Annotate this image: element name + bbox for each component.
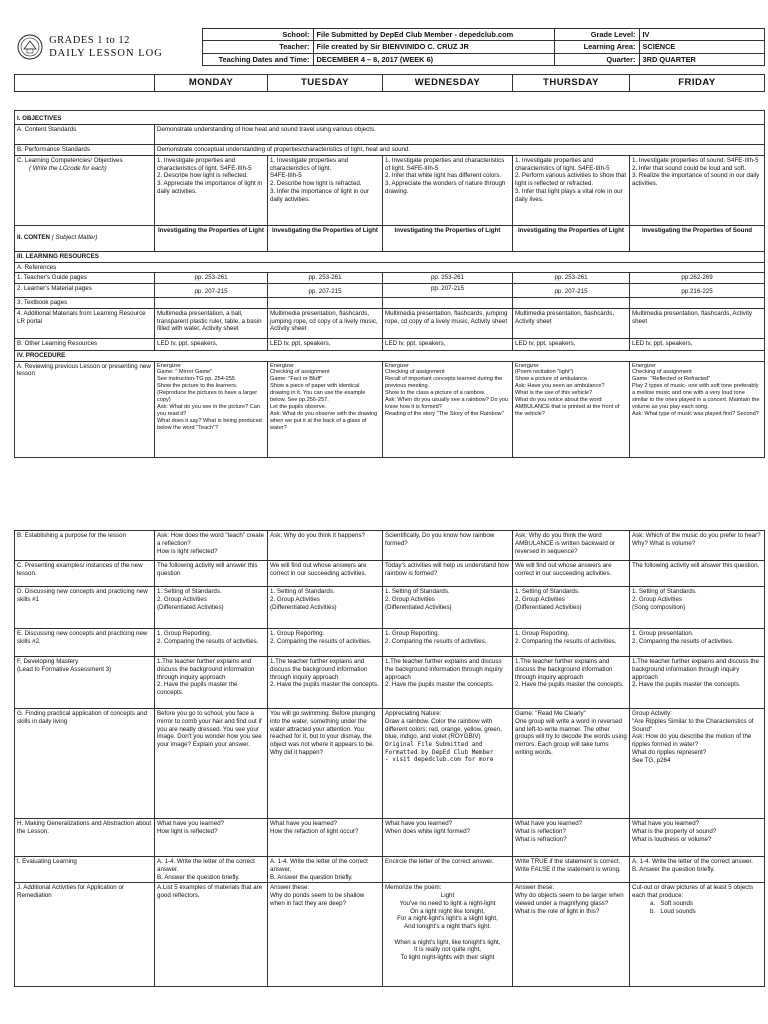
proc-j-thursday: Answer these: Why do objects seem to be larger when viewed under a magnifying glass? What is the role of light in this? [513,883,630,987]
additional-friday: Multimedia presentation, flashcards, Activity sheet [630,308,765,338]
proc-a-wednesday: Energizer Checking of assignment Recall of important concepts learned during the previous meeting. Show to the class a picture of a rainbow. Ask: When do you usually see a rainbow? Do you know how it is formed? Reading of the story "The Story of the Rainbow" [383,361,513,457]
proc-f-wednesday: 1.The teacher further explains and discuss the background information through inquiry approach 2. Have the pupils master the concepts. [383,657,513,709]
proc-h-friday: What have you learned? What is the property of sound? What is loudness or volume? [630,819,765,857]
performance-standards-label: B. Performance Standards [15,145,155,156]
tg-label: 1. Teacher's Guide pages [15,273,155,284]
additional-wednesday: Multimedia presentation, flashcards, jumping rope, cd copy of a lively music, Activity sheet [383,308,513,338]
references-label: A. References [15,262,765,273]
area-value: SCIENCE [639,41,764,53]
competencies-note: ( Write the LCcode for each) [29,164,107,172]
proc-d-wednesday: 1. Setting of Standards. 2. Group Activities (Differentiated Activities) [383,587,513,629]
school-value: File Submitted by DepEd Club Member - depedclub.com [313,29,554,41]
proc-c-friday: The following activity will answer this question. [630,561,765,587]
lesson-log-header [14,28,764,92]
proc-g-wednesday-cell [383,709,513,819]
proc-j-friday-cell [630,883,765,987]
other-tuesday: LED tv, ppt, speakers, [268,338,383,350]
competencies-label-cell [15,155,155,225]
content-tuesday: Investigating the Properties of Light [268,225,383,251]
list-item: a. Soft sounds [650,899,694,907]
proc-f-label: F. Developing Mastery (Lead to Formative Assessment 3) [15,657,155,709]
proc-a-monday: Energizer Game: " Mirror Game" See instruction-TG pp. 254-255 Show the picture to the learners. (Reproduce the pictures to have a larger copy) Ask: What do you see in the picture? Can you read it? What does it say? What is being produced below the word "Teach"? [155,361,268,457]
objectives-title: I. OBJECTIVES [15,111,765,125]
proc-j-label: J. Additional Activities for Application or Remediation [15,883,155,987]
proc-h-wednesday: What have you learned? When does white light formed? [383,819,513,857]
proc-i-label: I. Evaluating Learning [15,857,155,883]
lm-thursday: pp. 207-215 [513,284,630,298]
tg-thursday: pp. 253-261 [513,273,630,284]
content-standards-label: A. Content Standards [15,125,155,145]
other-thursday: LED tv, ppt, speakers, [513,338,630,350]
competency-thursday: 1. Investigate properties and characteristics of light. S4FE-IIIh-5 2. Perform various activities to show that light is reflected or refracted. 3. Infer that light plays a vital role in our daily lives. [513,155,630,225]
resources-title: III. LEARNING RESOURCES [15,251,765,262]
grade-label: Grade Level: [554,29,639,41]
light-poem: Light You've no need to light a night-light On a light night like tonight, For a night-light's light's a slight light, And tonight's a night that's light. When a night's light, like tonight's light, It is really not quite right, To light night-lights with their slight [394,892,501,961]
day-monday: MONDAY [155,74,268,91]
proc-b-thursday: Ask: Why do you think the word AMBULANCE is written backward or reversed in sequence? [513,531,630,561]
quarter-value: 3RD QUARTER [639,53,764,65]
lm-monday: pp. 207-215 [155,284,268,298]
school-label: School: [202,29,313,41]
proc-h-tuesday: What have you learned? How the refaction of light occur? [268,819,383,857]
proc-j-tuesday: Answer these: Why do ponds seem to be shallow when in fact they are deep? [268,883,383,987]
lm-friday: pp.216-225 [630,284,765,298]
grade-value: IV [639,29,764,41]
lm-wednesday: pp. 207-215 [383,284,513,298]
title-line1: GRADES 1 to 12 [49,34,130,46]
friday-sound-list [632,900,762,916]
textbook-tuesday [268,298,383,309]
textbook-friday [630,298,765,309]
day-wednesday: WEDNESDAY [383,74,513,91]
proc-d-label: D. Discussing new concepts and practicing new skills #1 [15,587,155,629]
performance-standards-text: Demonstrate conceptual understanding of properties/characteristics of light, heat and sound. [155,145,765,156]
teacher-value: File created by Sir BIENVINIDO C. CRUZ JR [313,41,554,53]
lesson-table-page2 [14,530,765,987]
handwritten-submission-note: Original File Submitted and Formatted by DepEd Club Member - visit depedclub.com for more [385,741,494,763]
proc-c-tuesday: We will find out whose answers are correct in our succeeding activities. [268,561,383,587]
proc-h-thursday: What have you learned? What is reflection? What is refraction? [513,819,630,857]
proc-b-monday: Ask: How does the word "teach" create a reflection? How is light reflected? [155,531,268,561]
proc-b-friday: Ask: Which of the music do you prefer to hear? Why? What is volume? [630,531,765,561]
proc-i-friday: A. 1-4. Write the letter of the correct answer. B. Answer the question briefly. [630,857,765,883]
competency-tuesday: 1. Investigate properties and characteristics of light. S4FE-IIIh-5 2. Describe how light is refracted. 3. Infer the importance of light in our daily activities. [268,155,383,225]
proc-e-tuesday: 1. Group Reporting. 2. Comparing the results of activities. [268,629,383,657]
content-label-note: ( Subject Matter) [51,234,98,242]
proc-f-monday: 1.The teacher further explains and discuss the background information through inquiry approach 2. Have the pupils master the concepts. [155,657,268,709]
content-label-cell [15,225,155,251]
proc-a-thursday: Energizer (Poem recitation "light") Show a picture of ambulance. Ask: Have you seen an ambulance? What is the use of this vehicle? What do you notice about the word AMBULANCE that is printed at the front of the vehicle? [513,361,630,457]
textbook-monday [155,298,268,309]
content-label: II. CONTEN [17,234,51,242]
proc-j-monday: A.List 5 examples of materials that are good reflectors. [155,883,268,987]
tg-monday: pp. 253-261 [155,273,268,284]
day-friday: FRIDAY [630,74,765,91]
textbook-label: 3. Textbook pages [15,298,155,309]
other-resources-label: B. Other Learning Resources [15,338,155,350]
content-friday: Investigating the Properties of Sound [630,225,765,251]
dates-value: DECEMBER 4 – 8, 2017 (WEEK 6) [313,53,554,65]
proc-g-label: G. Finding practical application of concepts and skills in daily living [15,709,155,819]
additional-tuesday: Multimedia presentation, flashcards, jumping rope, cd copy of a lively music, Activity sheet [268,308,383,338]
day-thursday: THURSDAY [513,74,630,91]
teacher-label: Teacher: [202,41,313,53]
header-logo-cell [14,29,202,66]
additional-materials-label: 4. Additional Materials from Learning Resource LR portal [15,308,155,338]
proc-c-monday: The following activity will answer this question [155,561,268,587]
proc-b-tuesday: Ask: Why do you think it happens? [268,531,383,561]
quarter-label: Quarter: [554,53,639,65]
proc-g-thursday: Game: "Read Me Clearly" One group will write a word in reversed and left-to-write manner. The other groups will try to decode the words using mirrors. Each group will take turns writing words. [513,709,630,819]
content-monday: Investigating the Properties of Light [155,225,268,251]
proc-b-label: B. Establishing a purpose for the lesson [15,531,155,561]
competencies-label: C. Learning Competencies/ Objectives [17,156,123,164]
proc-d-monday: 1. Setting of Standards. 2. Group Activities (Differentiated Activities) [155,587,268,629]
proc-h-monday: What have you learned? How light is reflected? [155,819,268,857]
competency-monday: 1. Investigate properties and characteristics of light. S4FE-IIIh-5 2. Describe how light is reflected. 3. Appreciate the importance of light in daily activities. [155,155,268,225]
proc-e-thursday: 1. Group Reporting. 2. Comparing the results of activities. [513,629,630,657]
lesson-log-page1 [14,110,764,458]
textbook-thursday [513,298,630,309]
proc-i-tuesday: A. 1-4. Write the letter of the correct answer. B. Answer the question briefly. [268,857,383,883]
proc-h-label: H. Making Generalizations and Abstraction about the Lesson. [15,819,155,857]
proc-b-wednesday: Scientifically, Do you know how rainbow formed? [383,531,513,561]
tg-friday: pp.262-269 [630,273,765,284]
list-item: b. Loud sounds [650,907,696,915]
content-standards-text: Demonstrate understanding of how heat and sound travel using various objects. [155,125,765,145]
lm-label: 2. Learner's Material pages [15,284,155,298]
proc-d-tuesday: 1. Setting of Standards. 2. Group Activities (Differentiated Activities) [268,587,383,629]
lesson-log-page2 [14,530,764,987]
other-friday: LED tv, ppt, speakers, [630,338,765,350]
proc-g-wednesday: Appreciating Nature: Draw a rainbow. Color the rainbow with different colors: red, orange, yellow, green, blue, indigo, and violet (ROYGBIV) [385,710,502,741]
proc-i-monday: A. 1-4. Write the letter of the correct answer. B. Answer the question briefly. [155,857,268,883]
proc-c-thursday: We will find out whose answers are correct in our succeeding activities. [513,561,630,587]
proc-j-wednesday-cell [383,883,513,987]
proc-f-thursday: 1.The teacher further explains and discuss the background information through inquiry approach 2. Have the pupils master the concepts. [513,657,630,709]
proc-f-tuesday: 1.The teacher further explains and discuss the background information through inquiry approach 2. Have the pupils master the concepts. [268,657,383,709]
additional-thursday: Multimedia presentation, flashcards, Activity sheet [513,308,630,338]
proc-i-thursday: Write TRUE if the statement is correct. Write FALSE if the statement is wrong. [513,857,630,883]
list-item-label: Loud sounds [660,907,696,915]
proc-c-label: C. Presenting examples/ instances of the new lesson. [15,561,155,587]
proc-d-friday: 1. Setting of Standards. 2. Group Activities (Song composition) [630,587,765,629]
additional-monday: Multimedia presentation, a ball, transparent plastic ruler, table, a basin filled with water, Activity sheet [155,308,268,338]
proc-a-friday: Energizer Checking of assignment Game: "Reflected or Refracted" Play 2 types of music- one with soft tone preferably a mellow music and one with a very loud tone similar to the ones played in a concert. Maintain the volume as you play each song. Ask: What type of music was played first? Second? [630,361,765,457]
other-wednesday: LED tv, ppt, speakers, [383,338,513,350]
lesson-table-page1 [14,110,765,458]
title-line2: DAILY LESSON LOG [49,47,163,59]
proc-g-friday: Group Activity: "Are Ripples Similar to the Characteristics of Sound" Ask: How do you describe the motion of the ripples formed in water? What do ripples represent? See TG, p264 [630,709,765,819]
proc-e-label: E. Discussing new concepts and practicing new skills #2. [15,629,155,657]
competency-friday: 1. Investigate properties of sound. S4FE-IIIh-5 2. Infer that sound could be loud and soft. 3. Realize the importance of sound in our daily activities. [630,155,765,225]
proc-g-monday: Before you go to school, you face a mirror to comb your hair and find out if you are neatly dressed. You see your image. Don't you wonder how you see your image? Explain your answer. [155,709,268,819]
proc-i-wednesday: Encircle the letter of the correct answer. [383,857,513,883]
proc-e-friday: 1. Group presentation. 2. Comparing the results of activities. [630,629,765,657]
proc-g-tuesday: You will go swimming. Before plunging into the water, something under the water attracted your attention. You reached for it, but to your dismay, the object was not where it appears to be. Why did it happen? [268,709,383,819]
lm-tuesday: pp. 207-215 [268,284,383,298]
list-item-label: Soft sounds [660,899,694,907]
proc-a-tuesday: Energizer Checking of assignment Game: "Fact or Bluff" Show a piece of paper with identical drawing in it. You can use the example below. See pp.256-257. Let the pupils observe. Ask: What do you observe with the drawing when we put it at the back of a glass of water? [268,361,383,457]
competency-wednesday: 1. Investigate properties and characteristics of light. S4FE-IIIh-5 2. Infer that white light has different colors. 3. Appreciate the wonders of nature through drawing. [383,155,513,225]
day-header-blank [15,74,155,91]
procedure-title: IV. PROCEDURE [15,350,765,361]
proc-d-thursday: 1. Setting of Standards. 2. Group Activities (Differentiated Activities) [513,587,630,629]
proc-f-friday: 1.The teacher further explains and discuss the background information through inquiry approach 2. Have the pupils master the concepts. [630,657,765,709]
deped-seal-icon [17,34,43,60]
proc-e-monday: 1. Group Reporting. 2. Comparing the results of activities. [155,629,268,657]
proc-c-wednesday: Today's activities will help us understand how rainbow is formed? [383,561,513,587]
header-table [14,28,765,66]
proc-j-wednesday: Memorize the poem: [385,884,442,892]
proc-e-wednesday: 1. Group Reporting. 2. Comparing the results of activities. [383,629,513,657]
other-monday: LED tv, ppt, speakers, [155,338,268,350]
tg-tuesday: pp. 253-261 [268,273,383,284]
day-tuesday: TUESDAY [268,74,383,91]
tg-wednesday: pp. 253-261 [383,273,513,284]
content-wednesday: Investigating the Properties of Light [383,225,513,251]
area-label: Learning Area: [554,41,639,53]
dates-label: Teaching Dates and Time: [202,53,313,65]
proc-j-friday: Cut-out or draw pictures of at least 5 objects each that produce: [632,884,754,899]
day-header-table [14,74,765,92]
proc-a-label: A. Reviewing previous Lesson or presenting new lesson [15,361,155,457]
textbook-wednesday [383,298,513,309]
content-thursday: Investigating the Properties of Light [513,225,630,251]
